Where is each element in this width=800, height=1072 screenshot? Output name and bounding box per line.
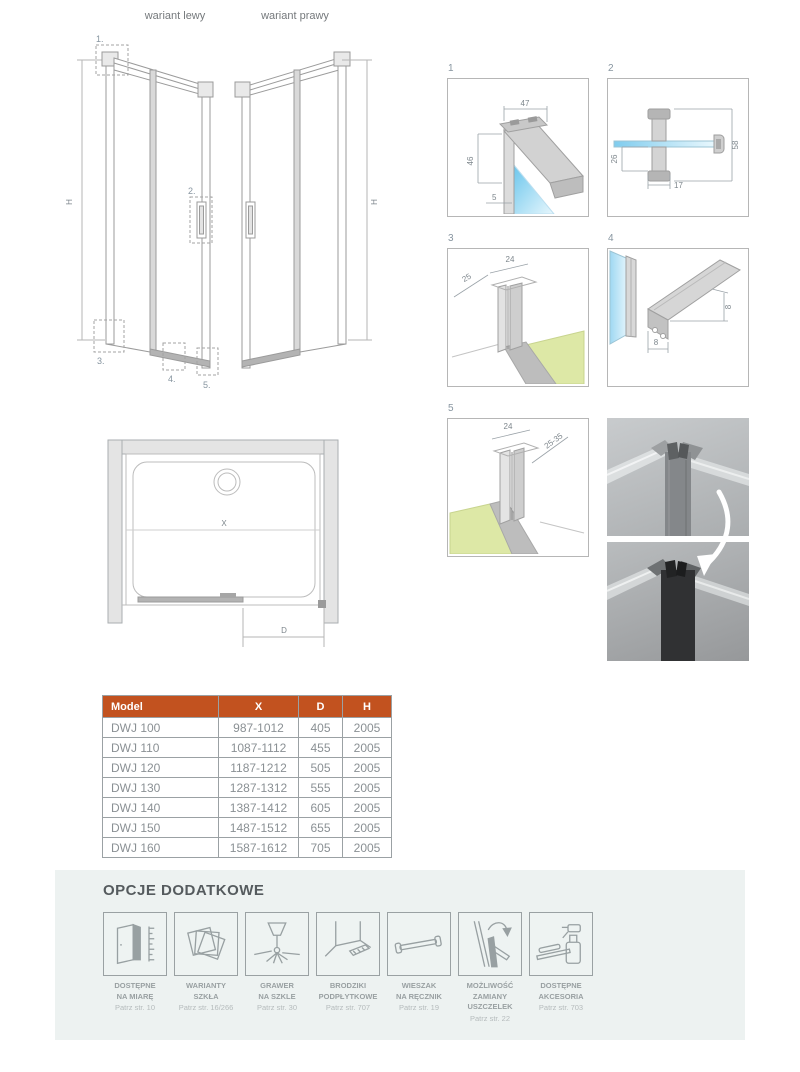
table-cell: 655 xyxy=(299,818,343,838)
option-label: WIESZAK NA RĘCZNIK xyxy=(396,981,442,1001)
table-cell: 2005 xyxy=(343,758,392,778)
table-cell: 705 xyxy=(299,838,343,858)
table-cell: 1387-1412 xyxy=(219,798,299,818)
table-cell: DWJ 130 xyxy=(103,778,219,798)
seal-swap-icon xyxy=(462,916,518,972)
spray-squeegee-icon xyxy=(533,916,589,972)
marker-2: 2. xyxy=(188,186,196,196)
h-dimension-right: H xyxy=(370,199,379,205)
detail-number: 5 xyxy=(448,403,454,414)
dim-47: 47 xyxy=(520,99,530,108)
table-row xyxy=(103,738,392,758)
table-cell: 2005 xyxy=(343,818,392,838)
seal-photos xyxy=(607,418,749,661)
table-cell: DWJ 120 xyxy=(103,758,219,778)
table-cell: 1487-1512 xyxy=(219,818,299,838)
glass-pane xyxy=(610,251,626,344)
table-row xyxy=(103,758,392,778)
table-cell: DWJ 110 xyxy=(103,738,219,758)
detail-number: 4 xyxy=(608,233,614,244)
option-item-dostepne-akcesoria xyxy=(529,912,593,1024)
dim-46: 46 xyxy=(466,156,475,166)
wall-left xyxy=(108,440,122,623)
towel-hanger-icon xyxy=(391,916,447,972)
door-right-variant xyxy=(235,52,372,368)
option-page-ref: Patrz str. 19 xyxy=(398,1003,440,1012)
dim-8-right: 8 xyxy=(724,304,733,310)
table-row xyxy=(103,798,392,818)
dim-24: 24 xyxy=(505,255,515,264)
table-row xyxy=(103,778,392,798)
dimensions-table xyxy=(102,695,392,858)
table-header-x: X xyxy=(219,696,299,718)
roller-detail xyxy=(608,79,746,214)
option-item-warianty-szkla xyxy=(174,912,238,1024)
table-cell: DWJ 140 xyxy=(103,798,219,818)
table-cell: DWJ 150 xyxy=(103,818,219,838)
option-label: GRAWER NA SZKLE xyxy=(258,981,296,1001)
option-item-dostepne-na-miare xyxy=(103,912,167,1024)
table-row xyxy=(103,818,392,838)
table-cell: 2005 xyxy=(343,838,392,858)
option-page-ref: Patrz str. 707 xyxy=(325,1003,371,1012)
table-cell: DWJ 160 xyxy=(103,838,219,858)
glass-pane xyxy=(614,141,714,147)
dim-26: 26 xyxy=(610,154,619,164)
option-label: DOSTĘPNE NA MIARĘ xyxy=(114,981,156,1001)
table-cell: 455 xyxy=(299,738,343,758)
table-cell: 605 xyxy=(299,798,343,818)
wall-profile-detail xyxy=(448,249,586,384)
x-dimension-label: X xyxy=(221,519,227,528)
detail-box-2 xyxy=(607,63,749,217)
detail-number: 2 xyxy=(608,63,614,74)
option-page-ref: Patrz str. 10 xyxy=(114,1003,156,1012)
table-cell: 505 xyxy=(299,758,343,778)
plan-view-drawing xyxy=(100,425,350,660)
engraver-icon xyxy=(249,916,305,972)
adjustable-wall-profile-detail xyxy=(448,419,586,554)
dim-25-35: 25-35 xyxy=(542,431,565,451)
table-header-h: H xyxy=(343,696,392,718)
option-label: DOSTĘPNE AKCESORIA xyxy=(538,981,584,1001)
table-cell: 2005 xyxy=(343,738,392,758)
marker-3: 3. xyxy=(97,356,105,366)
door-left-variant xyxy=(77,52,213,368)
table-cell: 1187-1212 xyxy=(219,758,299,778)
detail-number: 3 xyxy=(448,233,454,244)
h-dimension-left: H xyxy=(65,199,74,205)
table-cell: 2005 xyxy=(343,778,392,798)
table-cell: DWJ 100 xyxy=(103,718,219,738)
table-row xyxy=(103,718,392,738)
top-rail-corner-detail xyxy=(448,79,586,214)
variant-right-label: wariant prawy xyxy=(261,10,329,22)
door-ruler-icon xyxy=(107,916,163,972)
option-item-brodziki-podplytkowe xyxy=(316,912,380,1024)
table-cell: 405 xyxy=(299,718,343,738)
sliding-door-plan xyxy=(138,597,243,602)
detail-box-5 xyxy=(447,403,589,557)
detail-number: 1 xyxy=(448,63,454,74)
option-item-wieszak-na-recznik xyxy=(387,912,451,1024)
table-header-model: Model xyxy=(103,696,219,718)
door-elevation-drawing xyxy=(55,30,445,405)
wall-right xyxy=(324,440,338,623)
dim-17: 17 xyxy=(674,181,683,190)
option-label: MOŻLIWOŚĆ ZAMIANY USZCZELEK xyxy=(466,981,514,1011)
option-label: WARIANTY SZKŁA xyxy=(186,981,226,1001)
option-item-grawer-na-szkle xyxy=(245,912,309,1024)
detail-box-4 xyxy=(607,233,749,387)
table-header-row xyxy=(103,696,392,718)
dim-5: 5 xyxy=(492,193,497,202)
additional-options-panel xyxy=(55,870,745,1040)
dim-8-bottom: 8 xyxy=(653,338,659,347)
wall-back xyxy=(122,440,324,454)
table-cell: 2005 xyxy=(343,718,392,738)
table-header-d: D xyxy=(299,696,343,718)
marker-5: 5. xyxy=(203,380,211,390)
dim-25: 25 xyxy=(460,271,473,285)
dim-58: 58 xyxy=(731,140,740,150)
option-page-ref: Patrz str. 30 xyxy=(256,1003,298,1012)
table-row xyxy=(103,838,392,858)
marker-4: 4. xyxy=(168,374,176,384)
option-page-ref: Patrz str. 703 xyxy=(538,1003,584,1012)
shower-tray-icon xyxy=(320,916,376,972)
d-dimension-label: D xyxy=(281,626,287,635)
options-row xyxy=(103,912,600,1024)
options-title: OPCJE DODATKOWE xyxy=(103,882,265,899)
bottom-guide-detail xyxy=(608,249,746,384)
table-cell: 555 xyxy=(299,778,343,798)
table-cell: 1587-1612 xyxy=(219,838,299,858)
marker-1: 1. xyxy=(96,34,104,44)
table-cell: 1287-1312 xyxy=(219,778,299,798)
dim-24: 24 xyxy=(503,422,513,431)
detail-box-3 xyxy=(447,233,589,387)
glass-panes-icon xyxy=(178,916,234,972)
option-item-zamiana-uszczelek xyxy=(458,912,522,1024)
option-label: BRODZIKI PODPŁYTKOWE xyxy=(318,981,378,1001)
table-cell: 987-1012 xyxy=(219,718,299,738)
option-page-ref: Patrz str. 22 xyxy=(469,1013,511,1023)
table-cell: 2005 xyxy=(343,798,392,818)
table-cell: 1087-1112 xyxy=(219,738,299,758)
detail-box-1 xyxy=(447,63,589,217)
swap-arrow-icon xyxy=(689,486,739,586)
option-page-ref: Patrz str. 16/266 xyxy=(178,1003,234,1012)
variant-left-label: wariant lewy xyxy=(144,10,206,22)
